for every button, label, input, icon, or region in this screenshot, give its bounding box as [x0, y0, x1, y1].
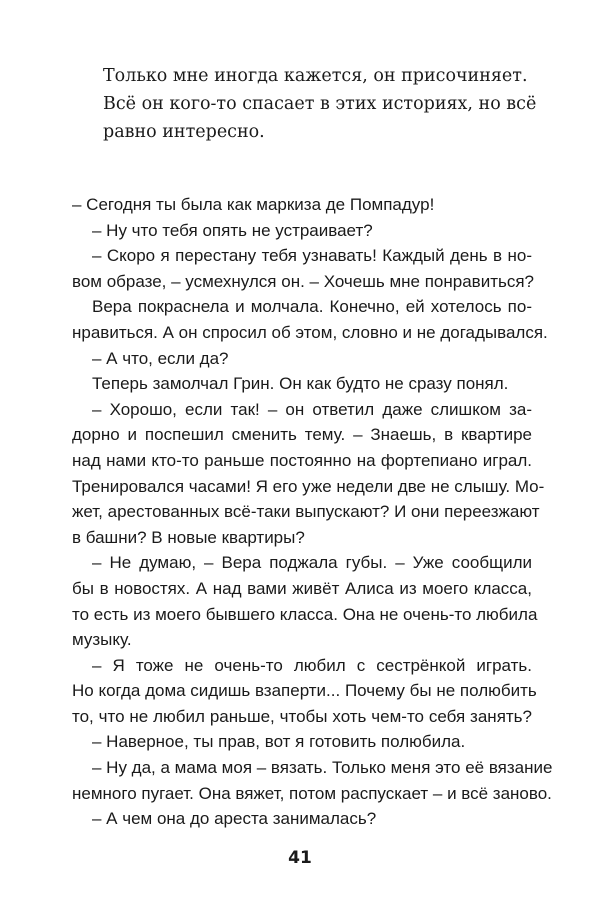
dialog-line: – Наверное, ты прав, вот я готовить полюбила.	[92, 732, 466, 752]
dialog-line: то, что не любил раньше, чтобы хоть чем-то себя занять?	[72, 706, 532, 726]
dialog-line: дорно и поспешил сменить тему. – Знаешь, в квартире	[72, 425, 532, 445]
dialog-line: Но когда дома сидишь взаперти... Почему бы не полюбить	[72, 681, 537, 701]
dialog-line: – Скоро я перестану тебя узнавать! Каждый день в но-	[92, 246, 532, 266]
dialog-text	[72, 192, 553, 832]
dialog-line: – Не думаю, – Вера поджала губы. – Уже сообщили	[92, 553, 532, 573]
dialog-line: – Сегодня ты была как маркиза де Помпадур!	[72, 195, 435, 214]
page-number: 41	[288, 848, 312, 868]
dialog-line: музыку.	[72, 630, 132, 650]
dialog-line: нравиться. А он спросил об этом, словно и не догадывался.	[72, 322, 548, 342]
dialog-line: – Ну что тебя опять не устраивает?	[92, 220, 373, 240]
dialog-line: то есть из моего бывшего класса. Она не очень-то любила	[72, 604, 538, 624]
dialog-line: Вера покраснела и молчала. Конечно, ей хотелось по-	[92, 297, 532, 317]
dialog-line: – Хорошо, если так! – он ответил даже слишком за-	[92, 399, 532, 419]
dialog-line: немного пугает. Она вяжет, потом распускает – и всё заново.	[72, 783, 552, 803]
dialog-line: бы в новостях. А над вами живёт Алиса из моего класса,	[72, 578, 532, 598]
dialog-line: – Я тоже не очень-то любил с сестрёнкой играть.	[92, 655, 532, 675]
dialog-line: в башни? В новые квартиры?	[72, 527, 305, 547]
dialog-line: над нами кто-то раньше постоянно на фортепиано играл.	[72, 450, 532, 470]
dialog-line: – Ну да, а мама моя – вязать. Только меня это её вязание	[92, 758, 553, 778]
diary-line: Только мне иногда кажется, он присочиняет.	[103, 66, 528, 86]
dialog-line: – А что, если да?	[92, 348, 229, 368]
dialog-line: Тренировался часами! Я его уже недели две не слышу. Мо-	[72, 476, 545, 496]
diary-line: равно интересно.	[103, 122, 265, 142]
dialog-line: – А чем она до ареста занималась?	[92, 809, 377, 829]
dialog-line: вом образе, – усмехнулся он. – Хочешь мне понравиться?	[72, 271, 535, 291]
dialog-line: Теперь замолчал Грин. Он как будто не сразу понял.	[92, 374, 509, 394]
diary-excerpt	[103, 62, 543, 146]
diary-line: Всё он кого-то спасает в этих историях, но всё	[103, 94, 537, 114]
dialog-line: жет, арестованных всё-таки выпускают? И они переезжают	[72, 502, 540, 522]
